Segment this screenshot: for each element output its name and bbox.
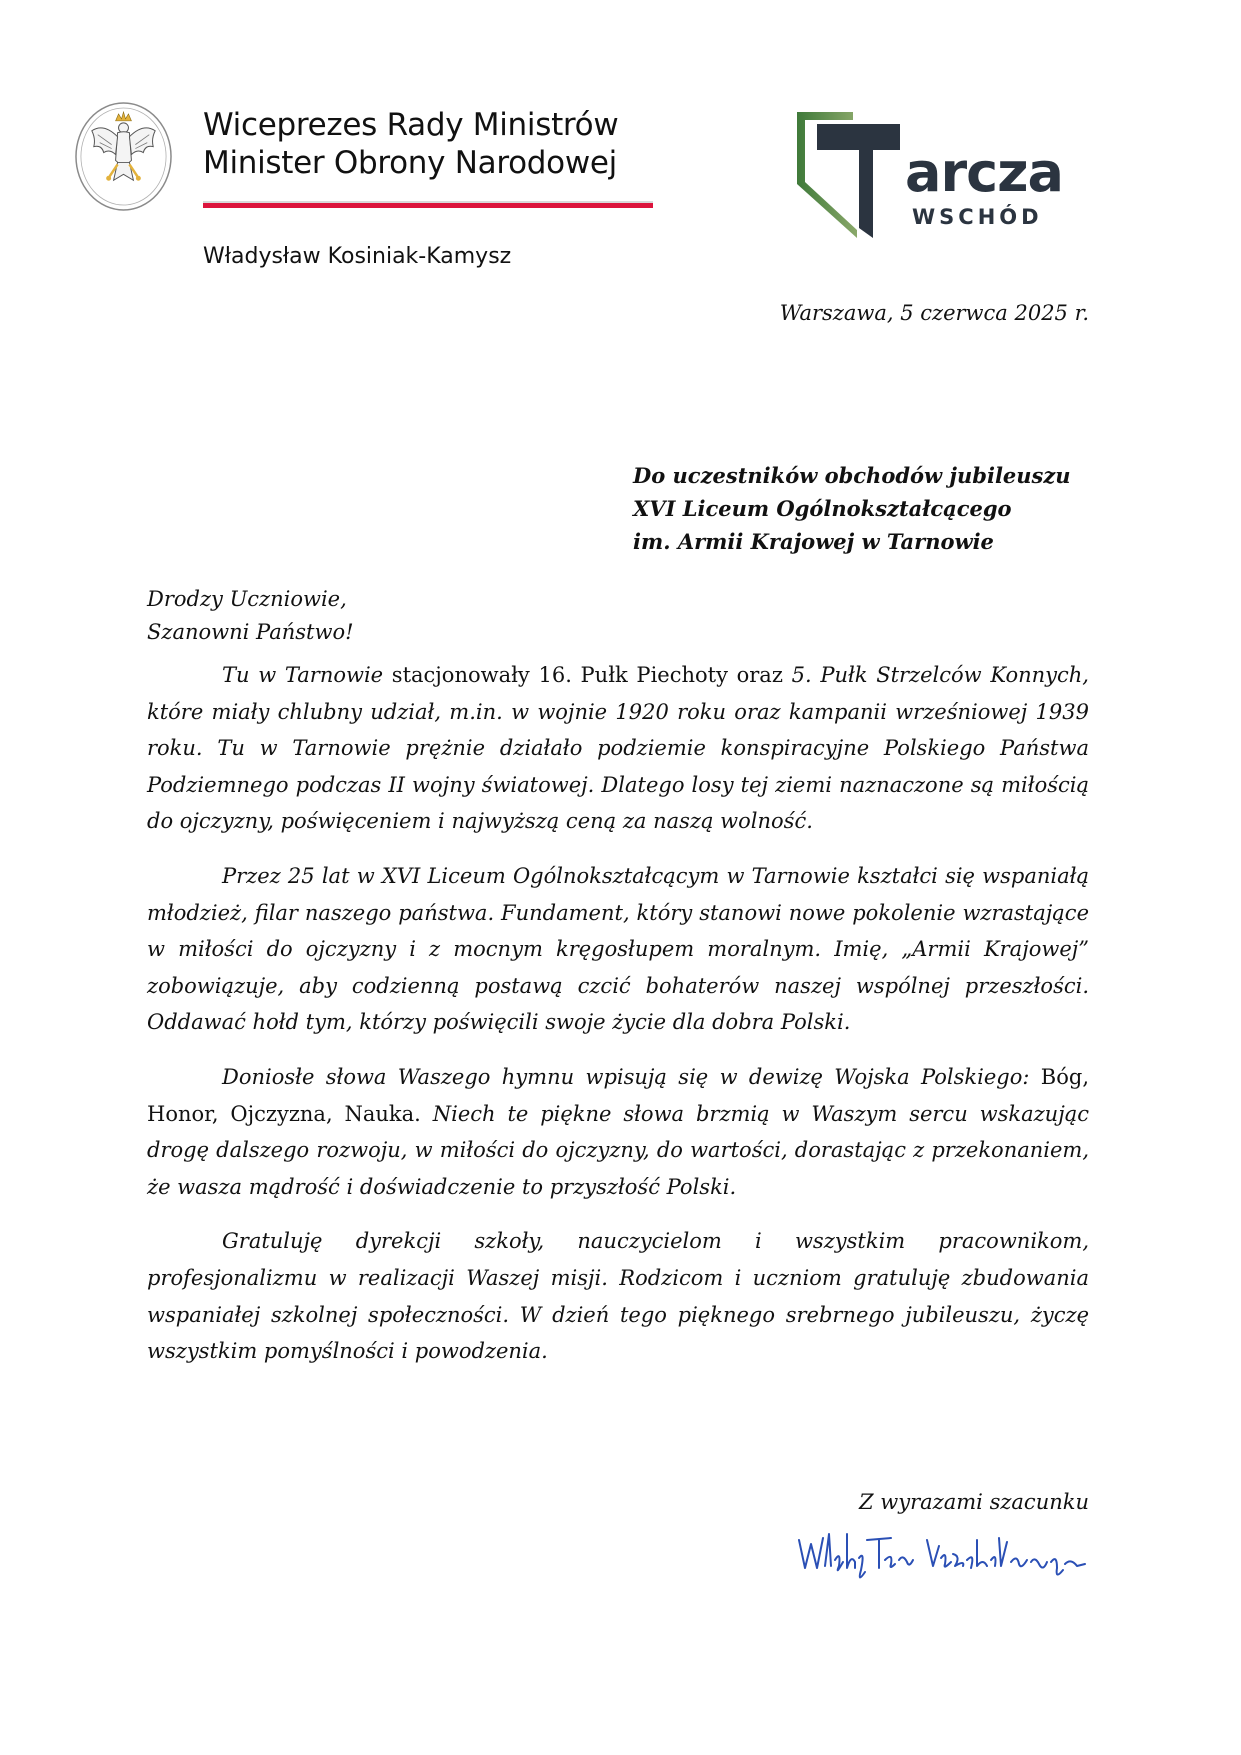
person-name: Władysław Kosiniak-Kamysz [203, 244, 512, 269]
handwritten-signature-icon [795, 1510, 1095, 1590]
paragraph-3-part-b: Bóg, Honor, Ojczyzna, Nauka. [147, 1064, 1089, 1126]
office-title-line2: Minister Obrony Narodowej [203, 145, 617, 181]
paragraph-3-part-a: Doniosłe słowa Waszego hymnu wpisują się w dewizę Wojska Polskiego: [222, 1064, 1041, 1089]
address-line1: Do uczestników obchodów jubileuszu [633, 463, 1071, 488]
paragraph-1 [147, 657, 1089, 840]
paragraph-3 [147, 1059, 1089, 1205]
recipient-address [633, 459, 1071, 558]
paragraph-1-part-b: stacjonowały 16. Pułk Piechoty oraz [383, 663, 792, 687]
letter-date: Warszawa, 5 czerwca 2025 r. [779, 301, 1089, 325]
paragraph-2: Przez 25 lat w XVI Liceum Ogólnokształcącym w Tarnowie kształci się wspaniałą młodzież, filar naszego państwa. Fundament, który stanowi nowe pokolenie wzrastające w miłości do ojczyzny i z mocnym kręgosłupem moralnym. Imię, „Armii Krajowej” zobowiązuje, aby codzienną postawą czcić bohaterów naszej wspólnej przeszłości. Oddawać hołd tym, którzy poświęcili swoje życie dla dobra Polski. [147, 863, 1089, 1035]
closing-phrase: Z wyrazami szacunku [859, 1490, 1089, 1514]
flag-stripe [203, 201, 653, 208]
address-line3: im. Armii Krajowej w Tarnowie [633, 529, 994, 554]
salutation-line2: Szanowni Państwo! [147, 620, 354, 644]
salutation [147, 583, 354, 649]
paragraph-1-part-a: Tu w Tarnowie [222, 663, 384, 687]
office-title-line1: Wiceprezes Rady Ministrów [203, 107, 619, 143]
paragraph-4: Gratuluję dyrekcji szkoły, nauczycielom i wszystkim pracownikom, profesjonalizmu w realizacji Waszej misji. Rodzicom i uczniom gratuluję zbudowania wspaniałej szkolnej społeczności. W dzień tego pięknego srebrnego jubileuszu, życzę wszystkim pomyślności i powodzenia. [147, 1229, 1089, 1364]
logo-subtitle: WSCHÓD [912, 205, 1043, 229]
address-line2: XVI Liceum Ogólnokształcącego [633, 496, 1012, 521]
salutation-line1: Drodzy Uczniowie, [147, 587, 347, 611]
letter-body [147, 657, 1089, 1370]
paragraph-3-part-c: Niech te piękne słowa brzmią w Waszym sercu wskazując drogę dalszego rozwoju, w miłości do ojczyzny, do wartości, dorastając z przekonaniem, że wasza mądrość i doświadczenie to przyszłość Polski. [147, 1101, 1089, 1199]
logo-word: arcza [905, 141, 1063, 204]
polish-eagle-emblem-icon [74, 101, 173, 212]
office-title [203, 106, 618, 182]
paragraph-1-part-c: 5. Pułk Strzelców Konnych, które miały chlubny udział, m.in. w wojnie 1920 roku oraz kampanii wrześniowej 1939 roku. Tu w Tarnowie prężnie działało podziemie konspiracyjne Polskiego Państwa Podziemnego podczas II wojny światowej. Dlatego losy tej ziemi naznaczone są miłością do ojczyzny, poświęceniem i najwyższą ceną za naszą wolność. [147, 663, 1089, 834]
